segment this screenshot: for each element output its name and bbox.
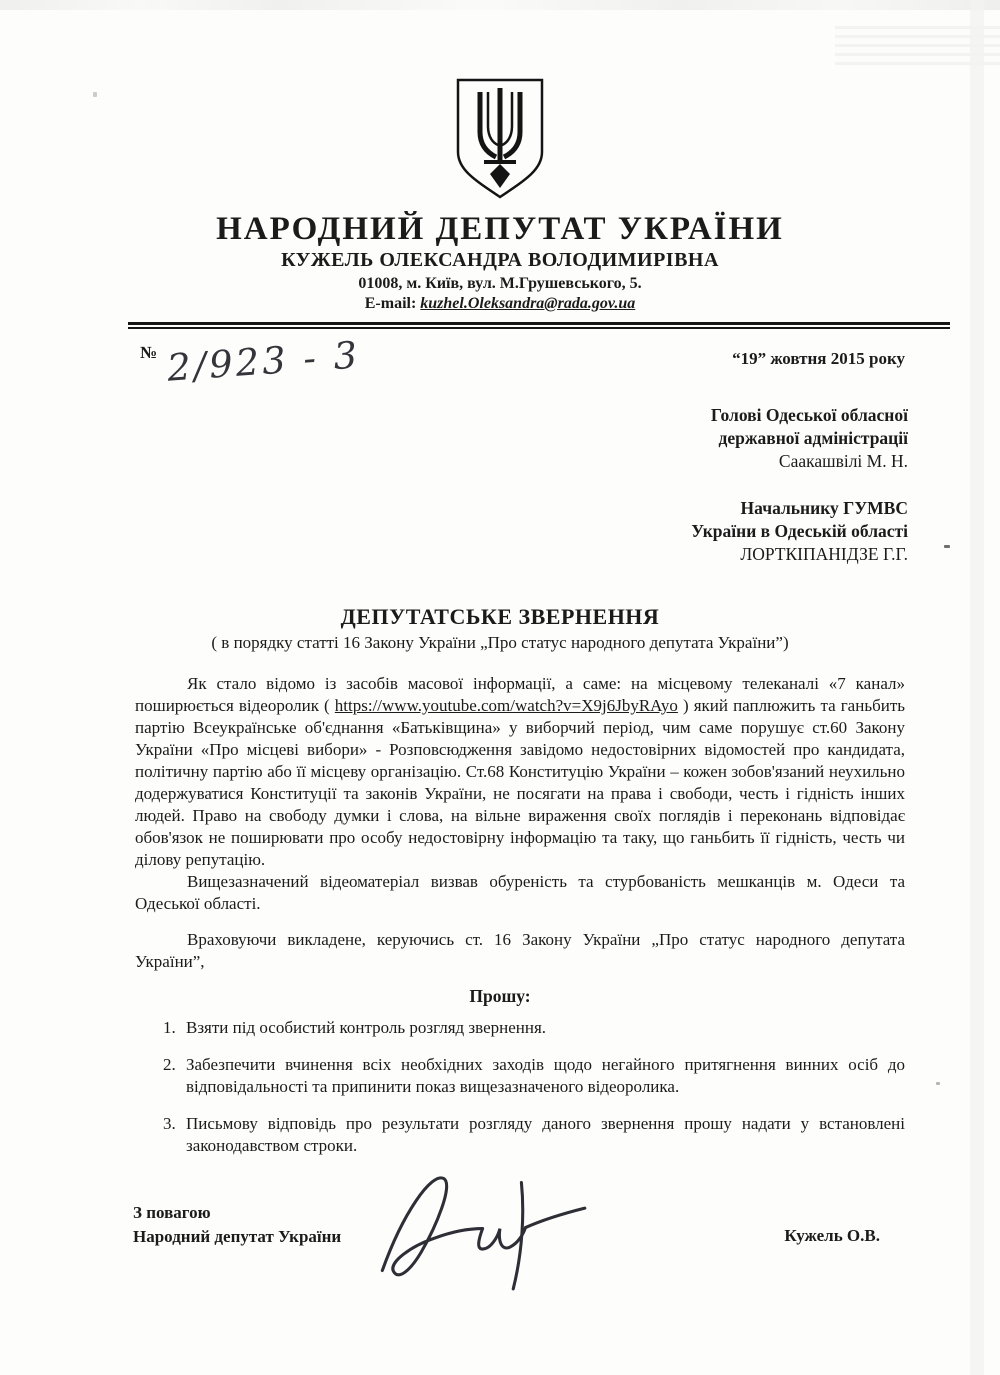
reference-number (140, 333, 362, 390)
email-link[interactable]: kuzhel.Oleksandra@rada.gov.ua (420, 295, 636, 312)
document-date: “19” жовтня 2015 року (732, 349, 905, 368)
addressee-line: ЛОРТКІПАНІДЗЕ Г.Г. (740, 544, 908, 564)
paragraph-1-text: Як стало відомо із засобів масової інформації, а саме: на місцевому телеканалі «7 канал» поширюється відеоролик ( (135, 674, 905, 715)
email-label: E-mail: (364, 295, 417, 312)
handwritten-reference-number: 2/923 - 3 (165, 333, 362, 390)
request-item-text: Взяти під особистий контроль розгляд звернення. (186, 1018, 547, 1037)
signature-handwriting (368, 1142, 593, 1307)
request-item (180, 1054, 905, 1098)
youtube-link[interactable]: https://www.youtube.com/watch?v=X9j6JbyRAyo (334, 696, 678, 715)
document-subtitle: ( в порядку статті 16 Закону України „Про статус народного депутата України”) (211, 633, 789, 652)
paragraph-2: Вищезазначений відеоматеріал визвав обуреність та стурбованість мешканців м. Одеси та Одеської області. (135, 872, 905, 913)
request-item-text: Забезпечити вчинення всіх необхідних заходів щодо негайного притягнення винних осіб до відповідальності та припинити показ вищезазначеного відеоролика. (186, 1055, 905, 1096)
signer-name: Кужель О.В. (784, 1226, 880, 1245)
addressee-section (0, 404, 908, 566)
letterhead-title: НАРОДНИЙ ДЕПУТАТ УКРАЇНИ (216, 211, 784, 247)
scan-speck (944, 545, 950, 548)
deputy-name: КУЖЕЛЬ ОЛЕКСАНДРА ВОЛОДИМИРІВНА (281, 249, 719, 271)
paragraph-3: Враховуючи викладене, керуючись ст. 16 Закону України „Про статус народного депутата України”, (135, 930, 905, 971)
number-sign: № (140, 343, 158, 362)
scan-speck (936, 1082, 940, 1085)
request-item-text: Письмову відповідь про результати розгляду даного звернення прошу надати у встановлені законодавством строки. (186, 1114, 905, 1155)
body-text (135, 673, 905, 973)
signature-left (133, 1201, 341, 1249)
request-list (152, 1017, 905, 1157)
scan-speck (93, 92, 97, 97)
letterhead-address: 01008, м. Київ, вул. М.Грушевського, 5. (358, 275, 642, 292)
addressee-line: України в Одеській області (691, 521, 908, 541)
addressee-governor (0, 404, 908, 473)
addressee-line: Начальнику ГУМВС (740, 498, 908, 518)
reference-row (140, 333, 905, 390)
request-item (180, 1017, 905, 1039)
addressee-police-chief (0, 497, 908, 566)
request-heading: Прошу: (469, 986, 531, 1006)
signer-position: Народний депутат України (133, 1227, 342, 1246)
addressee-line: Саакашвілі М. Н. (778, 451, 908, 471)
letterhead-divider (128, 322, 950, 329)
closing-phrase: З повагою (133, 1203, 211, 1222)
scan-artifact-right-edge (970, 0, 984, 1375)
scan-artifact-top (0, 0, 1000, 10)
document-title: ДЕПУТАТСЬКЕ ЗВЕРНЕННЯ (340, 604, 660, 629)
paragraph-1 (135, 673, 905, 871)
paragraph-1-text: ) який паплюжить та ганьбить партію Всеукраїнське об'єднання «Батьківщина» у виборчий період, чим саме порушує ст.60 Закону України «Про місцеві вибори» - Розповсюдження завідомо недостовірних відомостей про кандидата, політичну партію або її місцеву організацію. Ст.68 Конституцію України – кожен зобов'язаний неухильно додержуватися Конституції та законів України, не посягати на права і свободи, честь і гідність інших людей. Право на свободу думки і слова, на вільне вираження своїх поглядів і переконань відповідає обов'язок не поширювати про особу недостовірну інформацію та таку, що ганьбить її гідність, честь чи ділову репутацію. (135, 696, 905, 869)
letterhead-email-line (0, 295, 1000, 313)
addressee-line: державної адміністрації (718, 428, 908, 448)
ukraine-trident-emblem (450, 76, 550, 202)
addressee-line: Голові Одеської обласної (710, 405, 908, 425)
